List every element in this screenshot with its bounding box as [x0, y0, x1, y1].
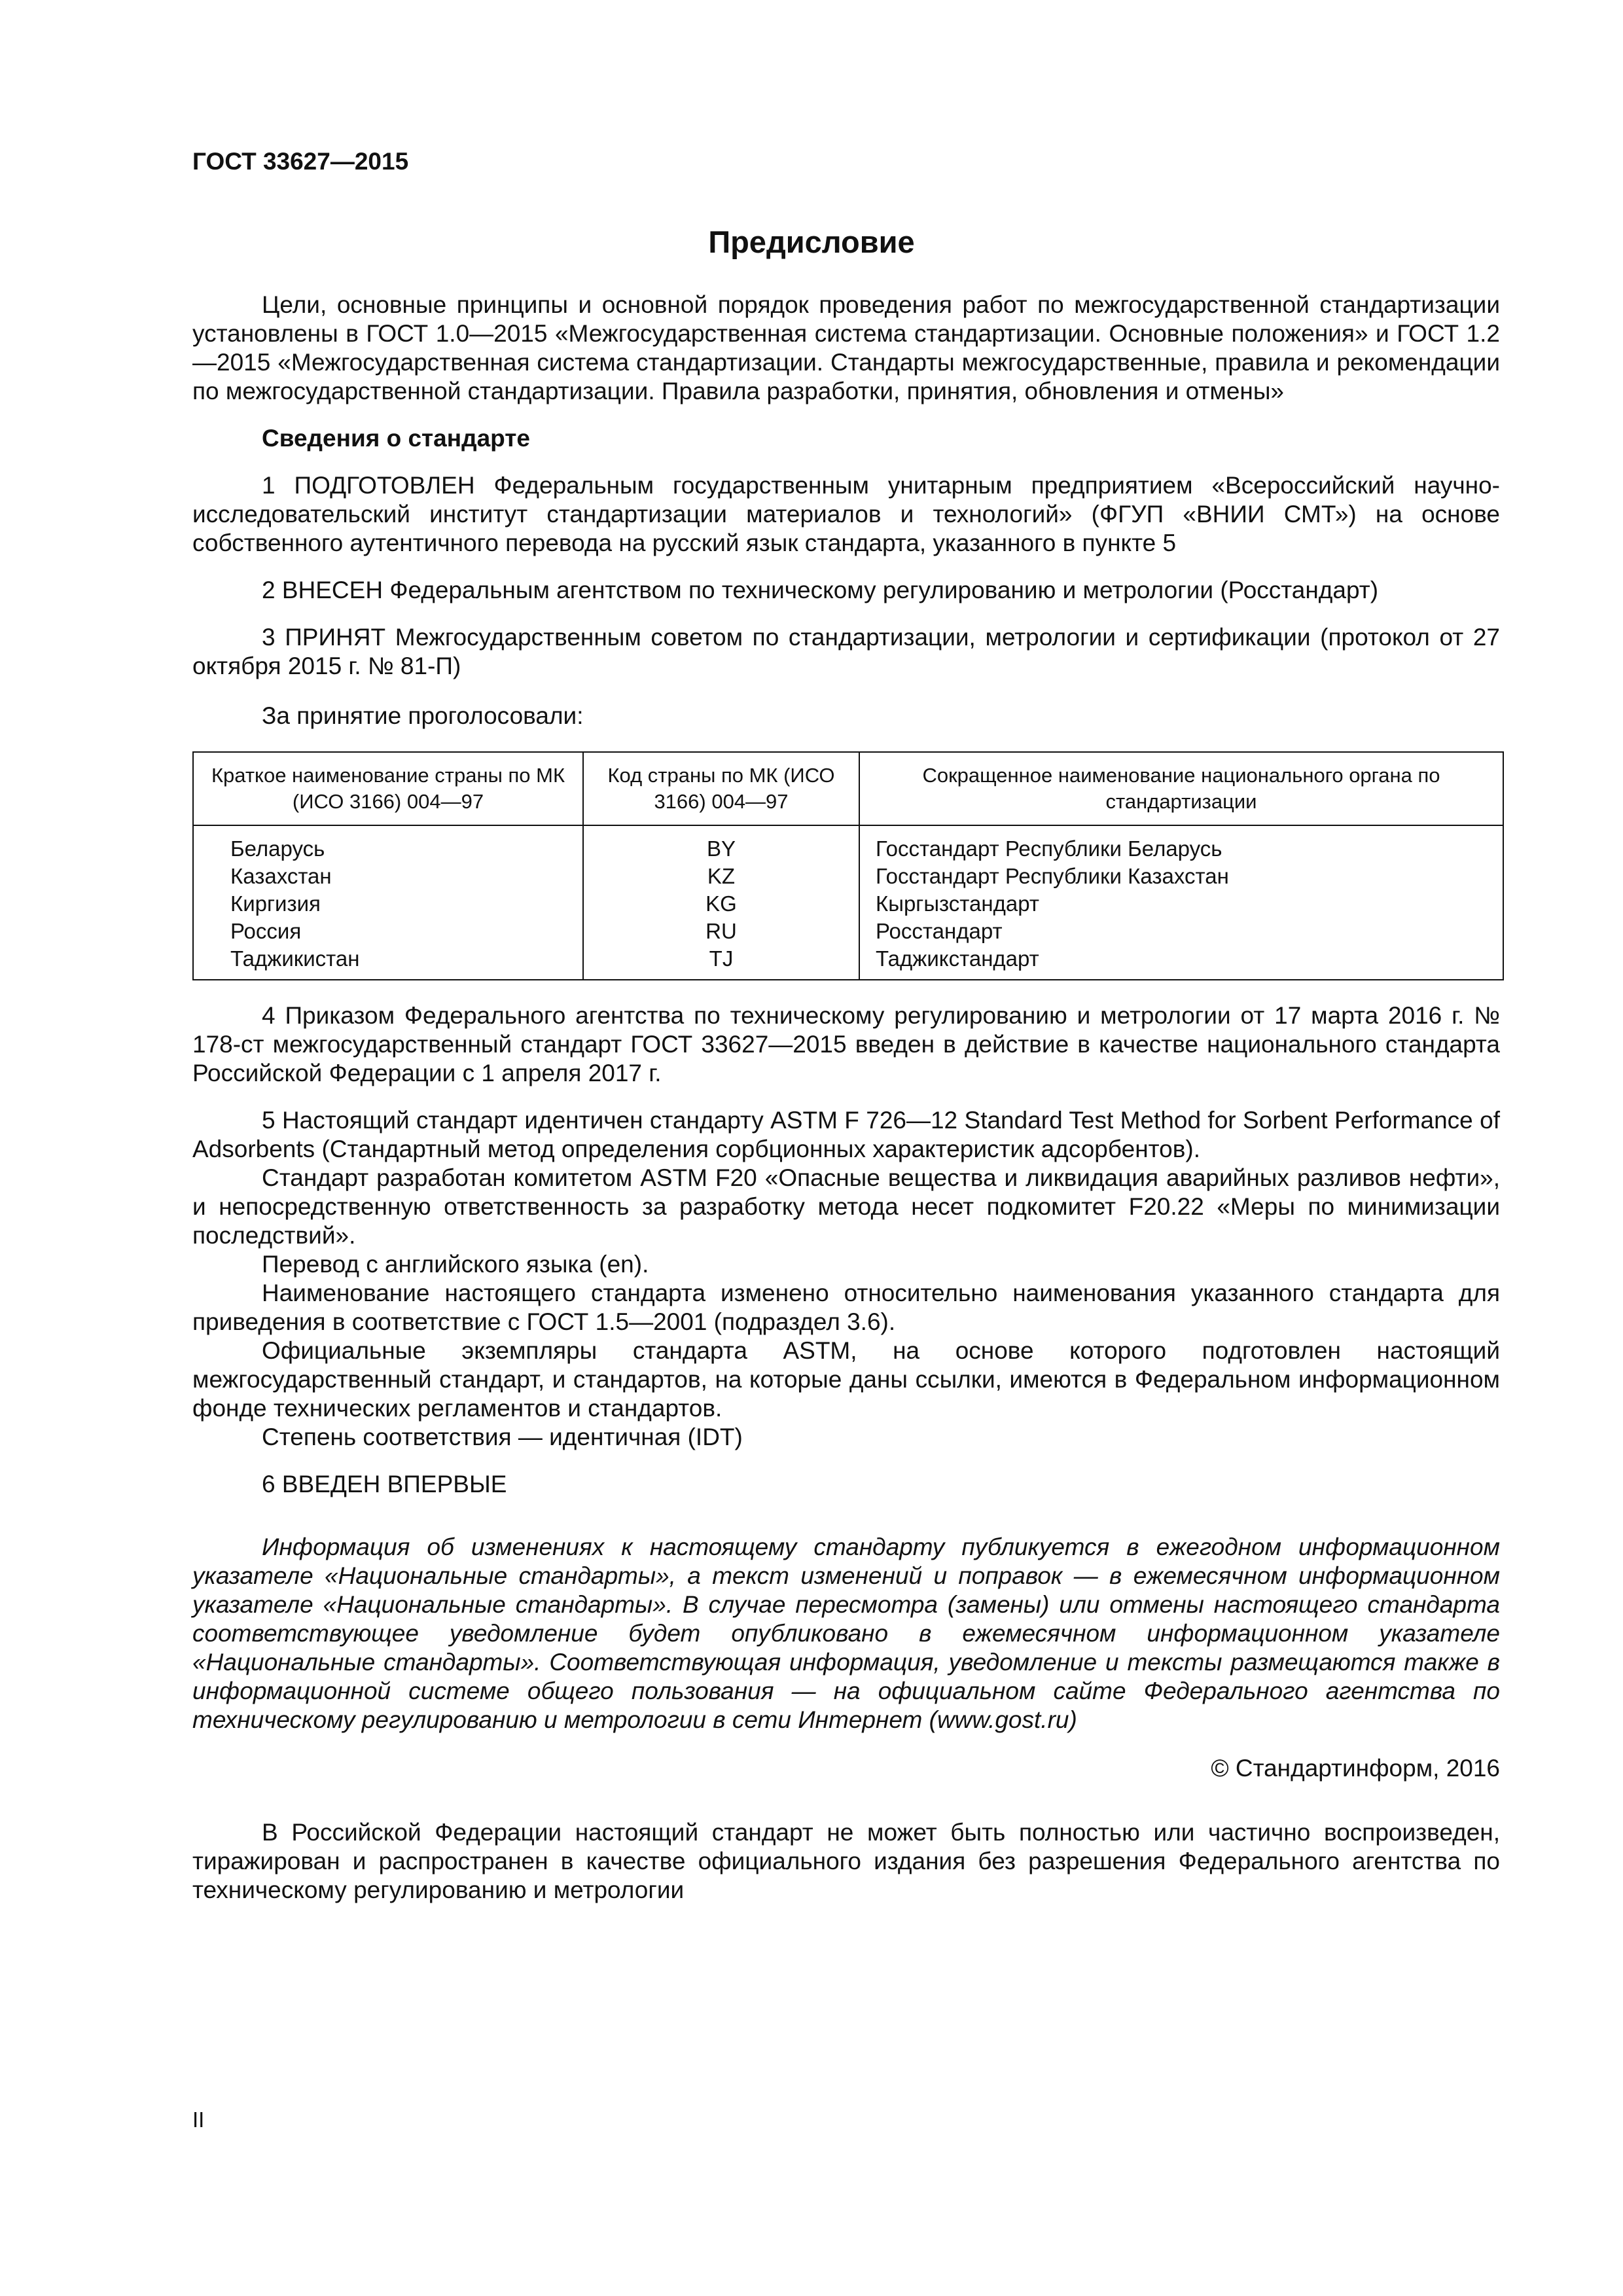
page-title: Предисловие: [708, 224, 915, 259]
item-5-committee: Стандарт разработан комитетом ASTM F20 «Опасные вещества и ликвидация аварийных разливов нефти», и непосредственную ответственность за разработку метода несет подкомитет F20.22 «Меры по минимизации последствий».: [192, 1164, 1500, 1249]
notice-paragraph: Информация об изменениях к настоящему стандарту публикуется в ежегодном информационном указателе «Национальные стандарты», а текст изменений и поправок — в ежемесячном информационном указателе «Национальные стандарты». В случае пересмотра (замены) или отмены настоящего стандарта соответствующее уведомление будет опубликовано в ежемесячном информационном указателе «Национальные стандарты». Соответствующая информация, уведомление и тексты размещаются также в информационной системе общего пользования — на официальном сайте Федерального агентства по техническому регулированию и метрологии в сети Интернет (www.gost.ru): [192, 1534, 1500, 1733]
item-5-paragraph: 5 Настоящий стандарт идентичен стандарту ASTM F 726—12 Standard Test Method for Sorbent Performance of Adsorbents (Стандартный метод определения сорбционных характеристик адсорбентов).: [192, 1107, 1500, 1162]
section-heading: Сведения о стандарте: [262, 425, 530, 452]
item-5-title-change: Наименование настоящего стандарта изменено относительно наименования указанного стандарта для приведения в соответствие с ГОСТ 1.5—2001 (подраздел 3.6).: [192, 1280, 1500, 1335]
table-cell-code: RU: [583, 918, 859, 945]
item-5-official-copies: Официальные экземпляры стандарта ASTM, на основе которого подготовлен настоящий межгосударственный стандарт, и стандартов, на которые даны ссылки, имеются в Федеральном информационном фонде технических регламентов и стандартов.: [192, 1337, 1500, 1422]
table-cell-code: KG: [583, 890, 859, 918]
intro-paragraph: Цели, основные принципы и основной порядок проведения работ по межгосударственной стандартизации установлены в ГОСТ 1.0—2015 «Межгосударственная система стандартизации. Основные положения» и ГОСТ 1.2—2015 «Межгосударственная система стандартизации. Стандарты межгосударственные, правила и рекомендации по межгосударственной стандартизации. Правила разработки, принятия, обновления и отмены»: [192, 291, 1500, 404]
table-row: [193, 918, 1503, 945]
table-cell-body: Кыргызстандарт: [859, 890, 1503, 918]
table-header-country: Краткое наименование страны по МК (ИСО 3166) 004—97: [193, 752, 583, 825]
item-1-paragraph: 1 ПОДГОТОВЛЕН Федеральным государственным унитарным предприятием «Всероссийский научно-исследовательский институт стандартизации материалов и технологий» (ФГУП «ВНИИ СМТ») на основе собственного аутентичного перевода на русский язык стандарта, указанного в пункте 5: [192, 472, 1500, 556]
table-cell-country: Казахстан: [193, 863, 583, 890]
document-body: [192, 291, 1500, 1905]
item-6-paragraph: 6 ВВЕДЕН ВПЕРВЫЕ: [262, 1471, 507, 1498]
notice-block: [192, 1533, 1500, 1734]
table-cell-body: Госстандарт Республики Казахстан: [859, 863, 1503, 890]
table-row: [193, 945, 1503, 980]
table-row: [193, 825, 1503, 863]
table-header-row: [193, 752, 1503, 825]
table-row: [193, 890, 1503, 918]
vote-intro: За принятие проголосовали:: [262, 702, 584, 729]
table-cell-country: Россия: [193, 918, 583, 945]
table-cell-body: Госстандарт Республики Беларусь: [859, 825, 1503, 863]
table-header-body: Сокращенное наименование национального органа по стандартизации: [859, 752, 1503, 825]
item-3-paragraph: 3 ПРИНЯТ Межгосударственным советом по стандартизации, метрологии и сертификации (протокол от 27 октября 2015 г. № 81-П): [192, 624, 1500, 679]
item-5-translation: Перевод с английского языка (en).: [262, 1251, 649, 1278]
copyright-line: © Стандартинформ, 2016: [1211, 1755, 1500, 1782]
table-cell-body: Таджикстандарт: [859, 945, 1503, 980]
table-cell-body: Росстандарт: [859, 918, 1503, 945]
table-cell-code: TJ: [583, 945, 859, 980]
page-number: II: [192, 2108, 205, 2132]
voting-table: [192, 751, 1504, 980]
item-5-conformity: Степень соответствия — идентичная (IDT): [262, 1424, 743, 1450]
table-cell-code: KZ: [583, 863, 859, 890]
item-4-paragraph: 4 Приказом Федерального агентства по техническому регулированию и метрологии от 17 марта 2016 г. № 178-ст межгосударственный стандарт ГОСТ 33627—2015 введен в действие в качестве национального стандарта Российской Федерации с 1 апреля 2017 г.: [192, 1002, 1500, 1086]
table-cell-country: Беларусь: [193, 825, 583, 863]
document-code: ГОСТ 33627—2015: [192, 148, 409, 175]
table-row: [193, 863, 1503, 890]
table-cell-country: Таджикистан: [193, 945, 583, 980]
table-cell-country: Киргизия: [193, 890, 583, 918]
item-2-paragraph: 2 ВНЕСЕН Федеральным агентством по техническому регулированию и метрологии (Росстандарт): [262, 577, 1379, 603]
table-header-code: Код страны по МК (ИСО 3166) 004—97: [583, 752, 859, 825]
table-cell-code: BY: [583, 825, 859, 863]
legal-paragraph: В Российской Федерации настоящий стандарт не может быть полностью или частично воспроизведен, тиражирован и распространен в качестве официального издания без разрешения Федерального агентства по техническому регулированию и метрологии: [192, 1819, 1500, 1903]
